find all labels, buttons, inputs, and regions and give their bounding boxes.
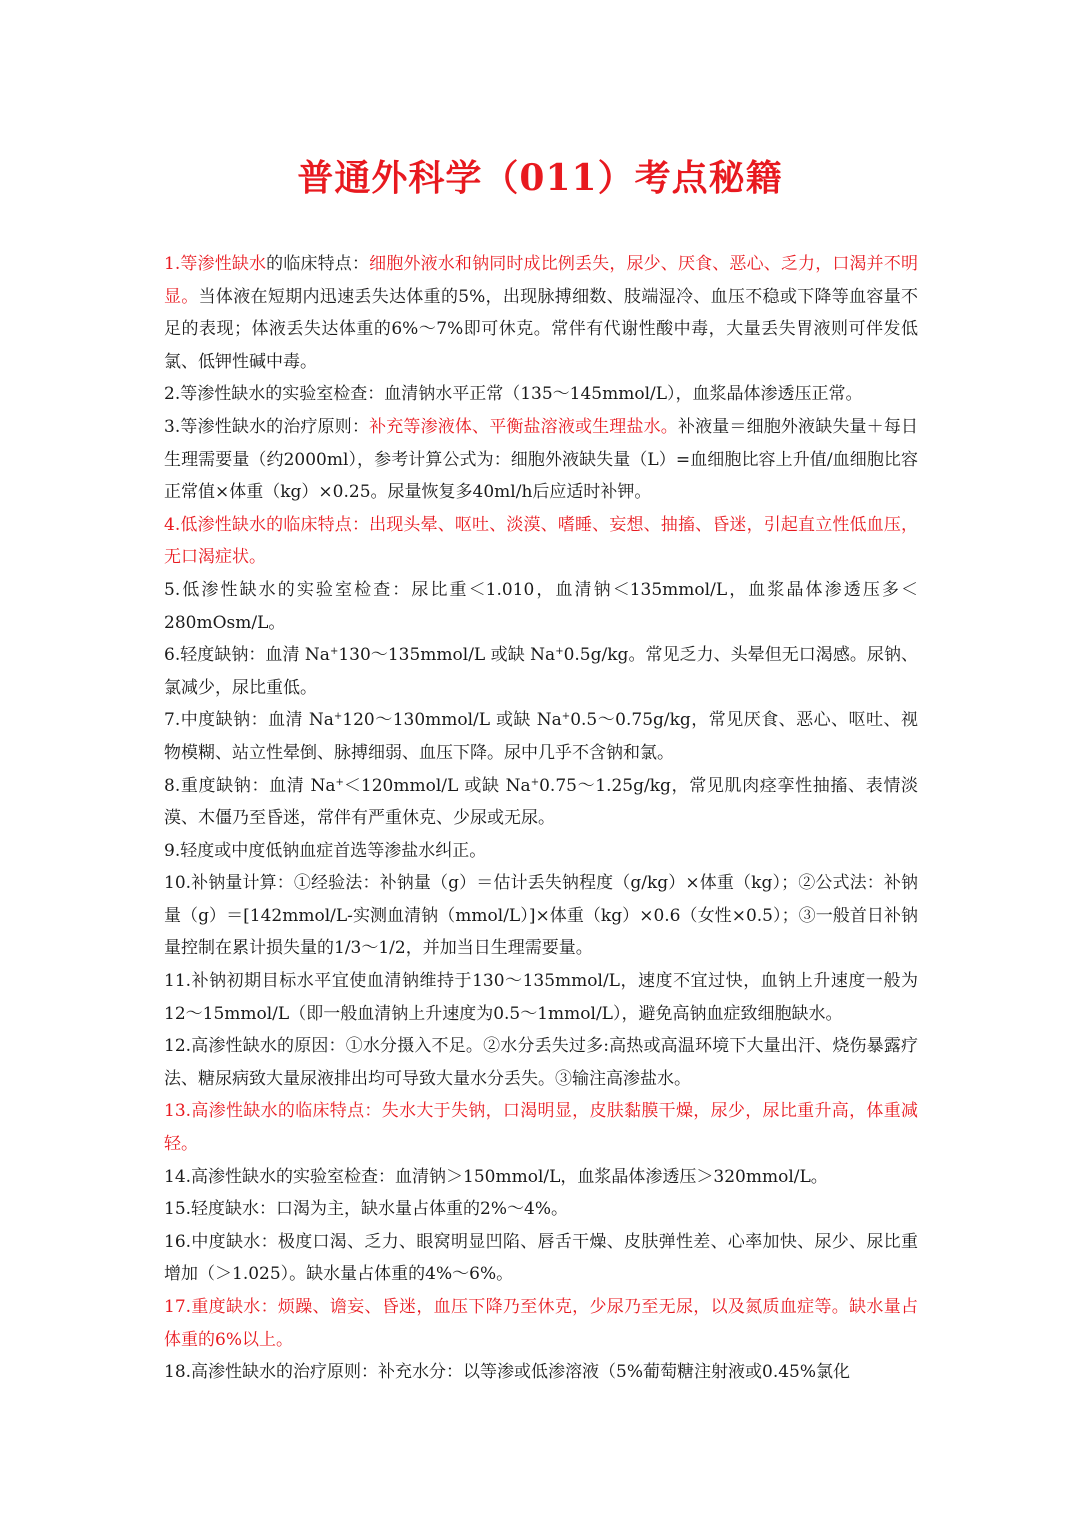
superscript-plus: + [333,711,343,723]
paragraph-1 [164,248,918,378]
paragraph-17-text: 重度缺水：烦躁、谵妄、昏迷，血压下降乃至休克，少尿乃至无尿，以及氮质血症等。缺水量占体重的6%以上。 [164,1297,918,1350]
paragraph-13-text: 失水大于失钠，口渴明显，皮肤黏膜干燥，尿少，尿比重升高，体重减轻。 [164,1101,919,1155]
paragraph-10-text: 10.补钠量计算：①经验法：补钠量（g）＝估计丢失钠程度（g/kg）×体重（kg）；②公式法：补钠量（g）＝[142mmol/L-实测血清钠（mmol/L）]×体重（kg）×0.6（女性×0.5）；③一般首日补钠量控制在累计损失量的1/3～1/2，并加当日生理需要量。 [164,873,918,959]
paragraph-3-label: 3.等渗性缺水的治疗原则： [164,416,370,437]
paragraph-13 [164,1095,918,1160]
paragraph-5-text: 5.低渗性缺水的实验室检查：尿比重＜1.010，血清钠＜135mmol/L，血浆晶体渗透压多＜280mOsm/L。 [164,579,918,633]
paragraph-4 [164,509,918,574]
paragraph-7-text-a: 7.中度缺钠：血清 Na [164,710,334,731]
paragraph-12 [164,1030,918,1095]
superscript-plus: + [335,776,344,788]
paragraph-6-text-a: 6.轻度缺钠：血清 Na [164,645,330,666]
paragraph-10 [164,867,918,965]
paragraph-4-label: 4.低渗性缺水的临床特点： [164,514,370,535]
paragraph-16-text: 16.中度缺水：极度口渴、乏力、眼窝明显凹陷、唇舌干燥、皮肤弹性差、心率加快、尿少、尿比重增加（＞1.025）。缺水量占体重的4%～6%。 [164,1231,918,1285]
paragraph-1-text: 当体液在短期内迅速丢失达体重的5%，出现脉搏细数、肢端湿冷、血压不稳或下降等血容量不足的表现；体液丢失达体重的6%～7%即可休克。常伴有代谢性酸中毒，大量丢失胃液则可伴发低氯、低钾性碱中毒。 [164,286,919,372]
paragraph-4-text: 出现头晕、呕吐、淡漠、嗜睡、妄想、抽搐、昏迷，引起直立性低血压，无口渴症状。 [164,514,918,568]
paragraph-13-label: 13.高渗性缺水的临床特点： [164,1101,382,1122]
superscript-plus: + [561,711,571,723]
paragraph-1-highlight: 细胞外液水和钠同时成比例丢失，尿少、厌食、恶心、乏力，口渴并不明显。 [164,254,919,307]
paragraph-17 [164,1291,918,1356]
paragraph-16 [164,1226,918,1291]
paragraph-15 [164,1193,918,1226]
paragraph-8-text-c: 0.75～1.25g/kg，常见肌肉痉挛性抽搐、表情淡漠、木僵乃至昏迷，常伴有严重休克、少尿或无尿。 [164,775,919,829]
paragraph-14-text: 14.高渗性缺水的实验室检查：血清钠＞150mmol/L，血浆晶体渗透压＞320mmol/L。 [164,1166,828,1187]
paragraph-14 [164,1161,918,1194]
paragraph-17-number: 17. [164,1297,192,1317]
superscript-plus: + [329,646,339,658]
paragraph-8-text-a: 8.重度缺钠：血清 Na [164,775,336,796]
paragraph-5 [164,574,918,639]
page-title: 普通外科学（011）考点秘籍 [297,157,783,199]
paragraph-8 [164,770,918,835]
paragraph-9 [164,835,918,868]
paragraph-8-text-b: ＜120mmol/L 或缺 Na [343,775,531,796]
paragraph-6 [164,639,918,704]
document-body [164,248,918,1389]
paragraph-12-text: 12.高渗性缺水的原因：①水分摄入不足。②水分丢失过多:高热或高温环境下大量出汗、烧伤暴露疗法、糖尿病致大量尿液排出均可导致大量水分丢失。③输注高渗盐水。 [164,1036,918,1089]
paragraph-7 [164,704,918,769]
paragraph-15-text: 15.轻度缺水：口渴为主，缺水量占体重的2%～4%。 [164,1199,568,1220]
paragraph-6-text-c: 0.5g/kg。常见乏力、头晕但无口渴感。尿钠、氯减少，尿比重低。 [164,645,918,698]
paragraph-7-text-c: 0.5～0.75g/kg，常见厌食、恶心、呕吐、视物模糊、站立性晕倒、脉搏细弱、血压下降。尿中几乎不含钠和氯。 [164,710,918,763]
paragraph-2-text: 2.等渗性缺水的实验室检查：血清钠水平正常（135～145mmol/L），血浆晶体渗透压正常。 [164,384,863,405]
paragraph-7-text-b: 120～130mmol/L 或缺 Na [342,710,562,731]
paragraph-3-text: 补液量＝细胞外液缺失量＋每日生理需要量（约2000ml），参考计算公式为：细胞外液缺失量（L）=血细胞比容上升值/血细胞比容正常值×体重（kg）×0.25。尿量恢复多40ml/h后应适时补钾。 [164,416,918,503]
superscript-plus: + [555,646,564,658]
paragraph-18 [164,1356,918,1389]
paragraph-9-text: 9.轻度或中度低钠血症首选等渗盐水纠正。 [164,840,487,861]
paragraph-2 [164,378,918,411]
superscript-plus: + [530,776,540,788]
paragraph-6-text-b: 130～135mmol/L 或缺 Na [338,645,556,666]
paragraph-11-text: 11.补钠初期目标水平宜使血清钠维持于130～135mmol/L，速度不宜过快，血钠上升速度一般为12～15mmol/L（即一般血清钠上升速度为0.5～1mmol/L），避免高钠血症致细胞缺水。 [164,971,918,1024]
paragraph-11 [164,965,918,1030]
paragraph-3 [164,411,918,509]
paragraph-3-highlight: 补充等渗液体、平衡盐溶液或生理盐水。 [369,416,678,437]
paragraph-18-text: 18.高渗性缺水的治疗原则：补充水分：以等渗或低渗溶液（5%葡萄糖注射液或0.45%氯化 [164,1362,851,1383]
paragraph-1-heading: 1.等渗性缺水 [164,254,267,274]
paragraph-1-label: 的临床特点： [266,254,370,274]
